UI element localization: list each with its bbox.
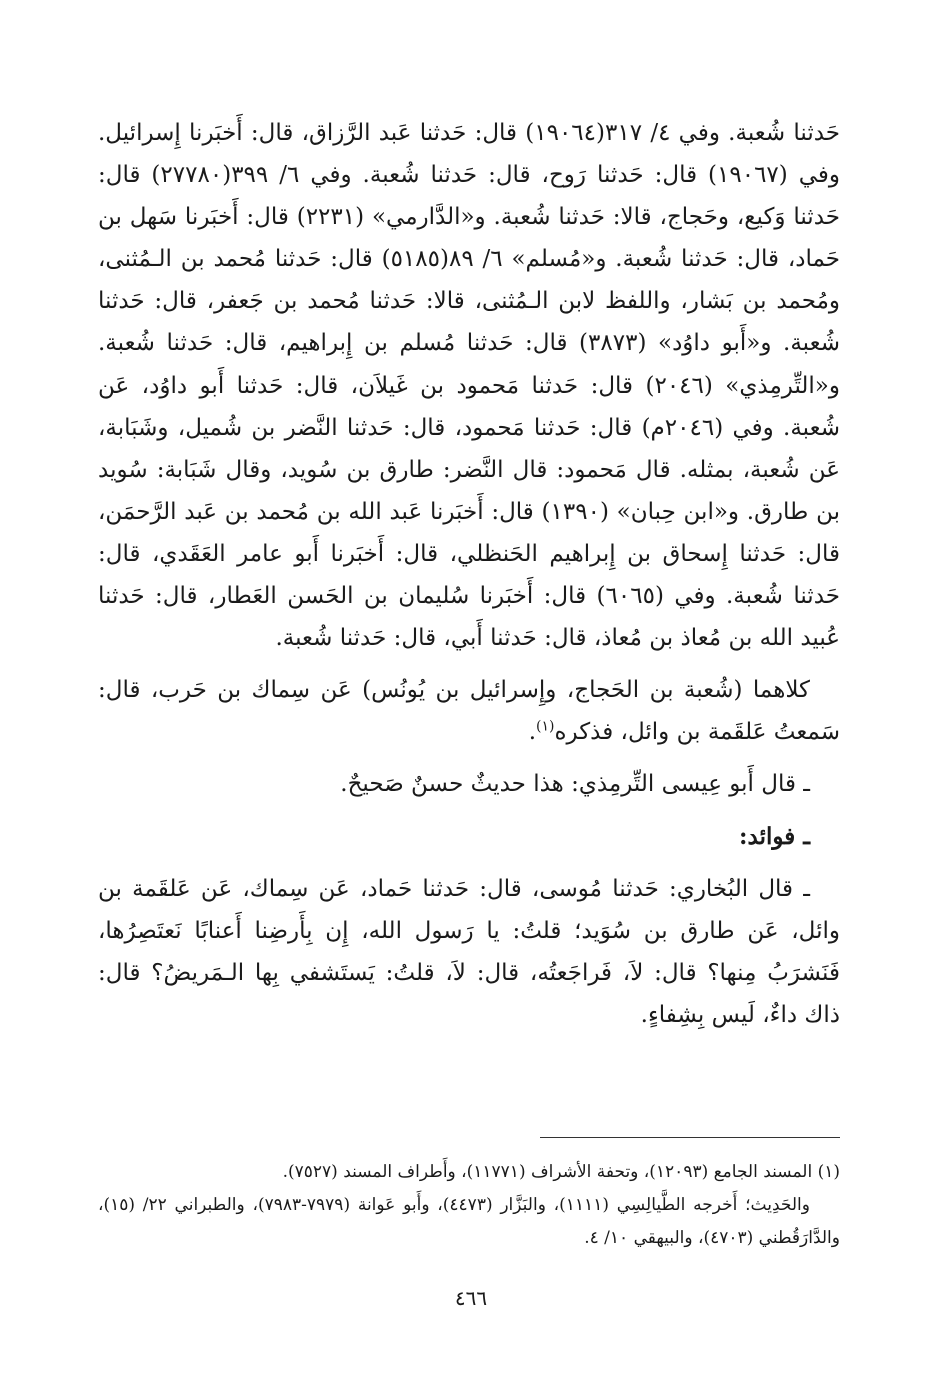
footnote-separator: [540, 1137, 840, 1138]
paragraph-trailing-punctuation: .: [528, 719, 537, 746]
paragraph-continuation: [98, 112, 840, 659]
heading-text: ـ فوائد:: [739, 822, 810, 850]
paragraph-text: حَدثنا شُعبة. وفي ٤/ ٣١٧(١٩٠٦٤) قال: حَدثنا عَبد الرَّزاق، قال: أَخبَرنا إِسرائيل. وفي (١٩٠٦٧) قال: حَدثنا رَوح، قال: حَدثنا شُعبة. وفي ٦/ ٣٩٩(٢٧٧٨٠) قال: حَدثنا وَكيع، وحَجاج، قالا: حَدثنا شُعبة. و«الدَّارمي» (٢٢٣١) قال: أَخبَرنا سَهل بن حَماد، قال: حَدثنا شُعبة. و«مُسلم» ٦/ ٨٩(٥١٨٥) قال: حَدثنا مُحمد بن الـمُثنى، ومُحمد بن بَشار، واللفظ لابن الـمُثنى، قالا: حَدثنا مُحمد بن جَعفر، قال: حَدثنا شُعبة. و«أَبو داوُد» (٣٨٧٣) قال: حَدثنا مُسلم بن إِبراهيم، قال: حَدثنا شُعبة. و«التِّرمِذي» (٢٠٤٦) قال: حَدثنا مَحمود بن غَيلاَن، قال: حَدثنا أَبو داوُد، عَن شُعبة. وفي (٢٠٤٦م) قال: حَدثنا مَحمود، قال: حَدثنا النَّضر بن شُميل، وشَبَابة، عَن شُعبة، بمثله. قال مَحمود: قال النَّضر: طارق بن سُويد، وقال شَبَابة: سُويد بن طارق. و«ابن حِبان» (١٣٩٠) قال: أَخبَرنا عَبد الله بن مُحمد بن عَبد الرَّحمَن، قال: حَدثنا إِسحاق بن إِبراهيم الحَنظلي، قال: أَخبَرنا أَبو عامر العَقَدي، قال: حَدثنا شُعبة. وفي (٦٠٦٥) قال: أَخبَرنا سُليمان بن الحَسن العَطار، قال: حَدثنا عُبيد الله بن مُعاذ بن مُعاذ، قال: حَدثنا أَبي، قال: حَدثنا شُعبة.: [98, 120, 841, 652]
footnotes: [98, 1156, 840, 1255]
section-heading-fawaid: [98, 816, 840, 858]
paragraph-bukhari: [98, 868, 840, 1036]
paragraph-tirmidhi-grading: [98, 763, 840, 805]
paragraph-text: كلاهما (شُعبة بن الحَجاج، وإِسرائيل بن يُونُس) عَن سِماك بن حَرب، قال: سَمعتُ عَلقَمة بن وائل، فذكره: [98, 677, 840, 746]
paragraph-both-narrators: [98, 669, 840, 753]
paragraph-text: ـ قال البُخاري: حَدثنا مُوسى، قال: حَدثنا حَماد، عَن سِماك، عَن عَلقَمة بن وائل، عَن طارق بن سُوَيد؛ قلتُ: يا رَسول الله، إِن بِأَرضِنا أَعنابًا نَعتَصِرُها، فَنَشرَبُ مِنها؟ قال: لاَ، فَراجَعتُه، قال: لاَ، قلتُ: يَستَشفي بِها الـمَريضُ؟ قال: ذاك داءٌ، لَيس بِشِفاءٍ.: [98, 875, 840, 1028]
footnote-line: (١) المسند الجامع (١٢٠٩٣)، وتحفة الأشراف (١١٧٧١)، وأَطراف المسند (٧٥٢٧).: [282, 1162, 840, 1182]
page-number: ٤٦٦: [454, 1286, 488, 1310]
footnote-line: والحَدِيث؛ أَخرجه الطَّيالِسِي (١١١١)، والبَزَّار (٤٤٧٣)، وأَبو عَوانة (٧٩٧٩-٧٩٨٣)، والطبراني ٢٢/ (١٥)، والدَّارَقُطني (٤٧٠٣)، والبيهقي ١٠/ ٤.: [98, 1195, 840, 1248]
main-text: [98, 112, 840, 1036]
paragraph-text: ـ قال أَبو عِيسى التِّرمِذي: هذا حديثٌ حسنٌ صَحيحٌ.: [340, 771, 810, 798]
footnote-reference[interactable]: (١): [536, 718, 555, 735]
